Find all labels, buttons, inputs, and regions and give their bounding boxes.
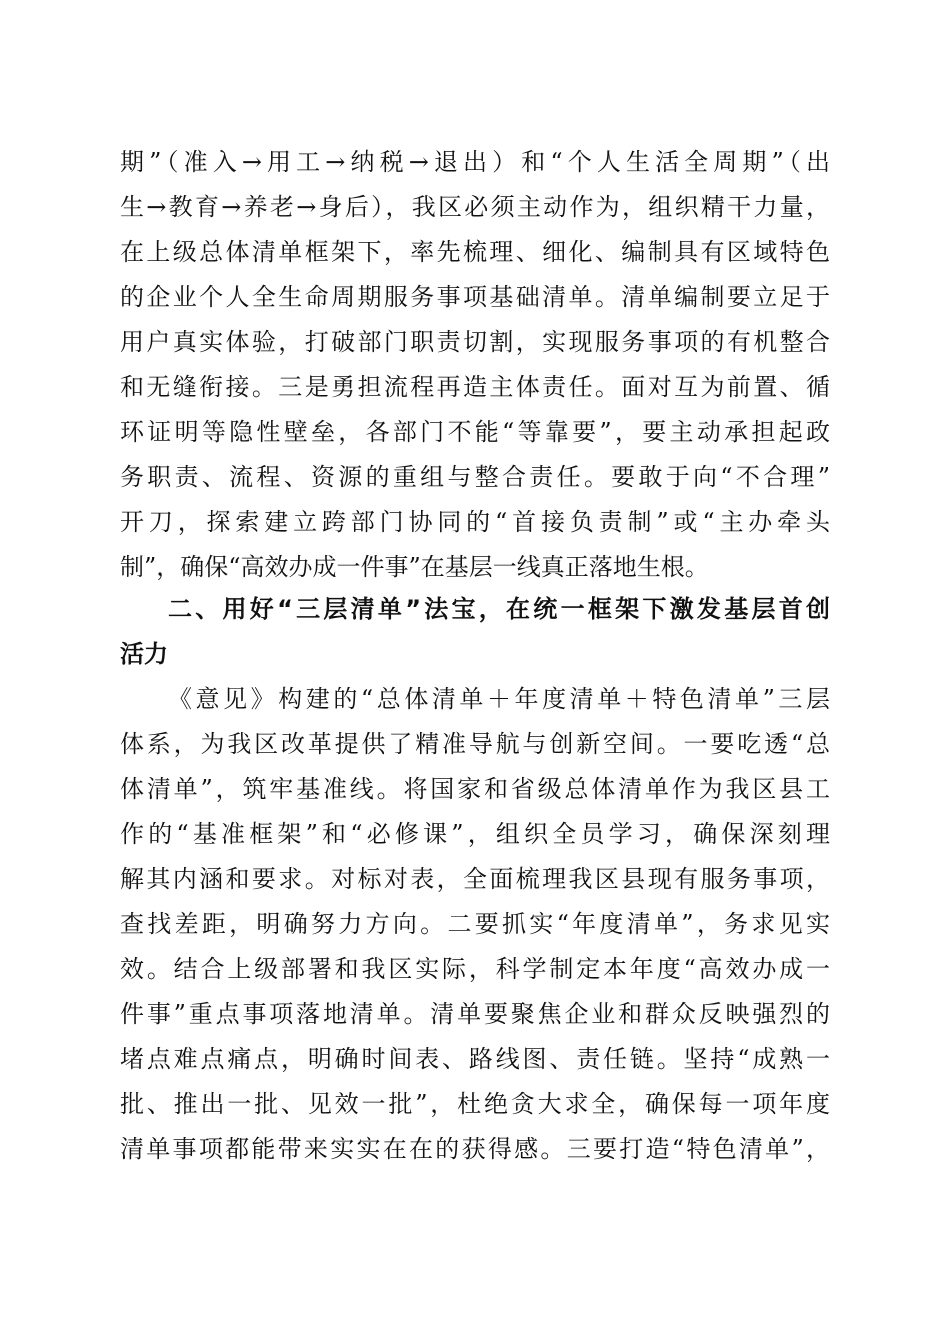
paragraph-2-line: 解其内涵和要求。对标对表，全面梳理我区县现有服务事项， bbox=[120, 865, 830, 893]
paragraph-1-line: 的企业个人全生命周期服务事项基础清单。清单编制要立足于 bbox=[120, 283, 830, 311]
paragraph-1-line: 生→教育→养老→身后），我区必须主动作为，组织精干力量， bbox=[120, 193, 830, 221]
paragraph-2-line: 批、推出一批、见效一批”，杜绝贪大求全，确保每一项年度 bbox=[120, 1090, 830, 1118]
paragraph-2-line: 查找差距，明确努力方向。二要抓实“年度清单”，务求见实 bbox=[120, 910, 830, 938]
paragraph-2-line: 体清单”，筑牢基准线。将国家和省级总体清单作为我区县工 bbox=[120, 775, 830, 803]
paragraph-1-line: 和无缝衔接。三是勇担流程再造主体责任。面对互为前置、循 bbox=[120, 373, 830, 401]
section-heading-line: 活力 bbox=[120, 640, 168, 668]
paragraph-1-line: 用户真实体验，打破部门职责切割，实现服务事项的有机整合 bbox=[120, 328, 830, 356]
paragraph-1-line: 期”（准入→用工→纳税→退出）和“个人生活全周期”（出 bbox=[120, 148, 830, 176]
paragraph-1-line: 环证明等隐性壁垒，各部门不能“等靠要”，要主动承担起政 bbox=[120, 418, 830, 446]
paragraph-2-line: 件事”重点事项落地清单。清单要聚焦企业和群众反映强烈的 bbox=[120, 1000, 830, 1028]
paragraph-1-line: 在上级总体清单框架下，率先梳理、细化、编制具有区域特色 bbox=[120, 238, 830, 266]
paragraph-2-line: 体系，为我区改革提供了精准导航与创新空间。一要吃透“总 bbox=[120, 730, 830, 758]
paragraph-1-line: 务职责、流程、资源的重组与整合责任。要敢于向“不合理” bbox=[120, 463, 830, 491]
paragraph-2-line: 作的“基准框架”和“必修课”，组织全员学习，确保深刻理 bbox=[120, 820, 830, 848]
paragraph-2-line: 堵点难点痛点，明确时间表、路线图、责任链。坚持“成熟一 bbox=[120, 1045, 830, 1073]
paragraph-2-line: 清单事项都能带来实实在在的获得感。三要打造“特色清单”， bbox=[120, 1135, 830, 1163]
paragraph-2-line: 《意见》构建的“总体清单＋年度清单＋特色清单”三层 bbox=[168, 685, 830, 713]
paragraph-2-line: 效。结合上级部署和我区实际，科学制定本年度“高效办成一 bbox=[120, 955, 830, 983]
paragraph-1-line: 制”，确保“高效办成一件事”在基层一线真正落地生根。 bbox=[120, 553, 709, 581]
paragraph-1-line: 开刀，探索建立跨部门协同的“首接负责制”或“主办牵头 bbox=[120, 508, 830, 536]
section-heading-line: 二、用好“三层清单”法宝，在统一框架下激发基层首创 bbox=[168, 595, 830, 623]
